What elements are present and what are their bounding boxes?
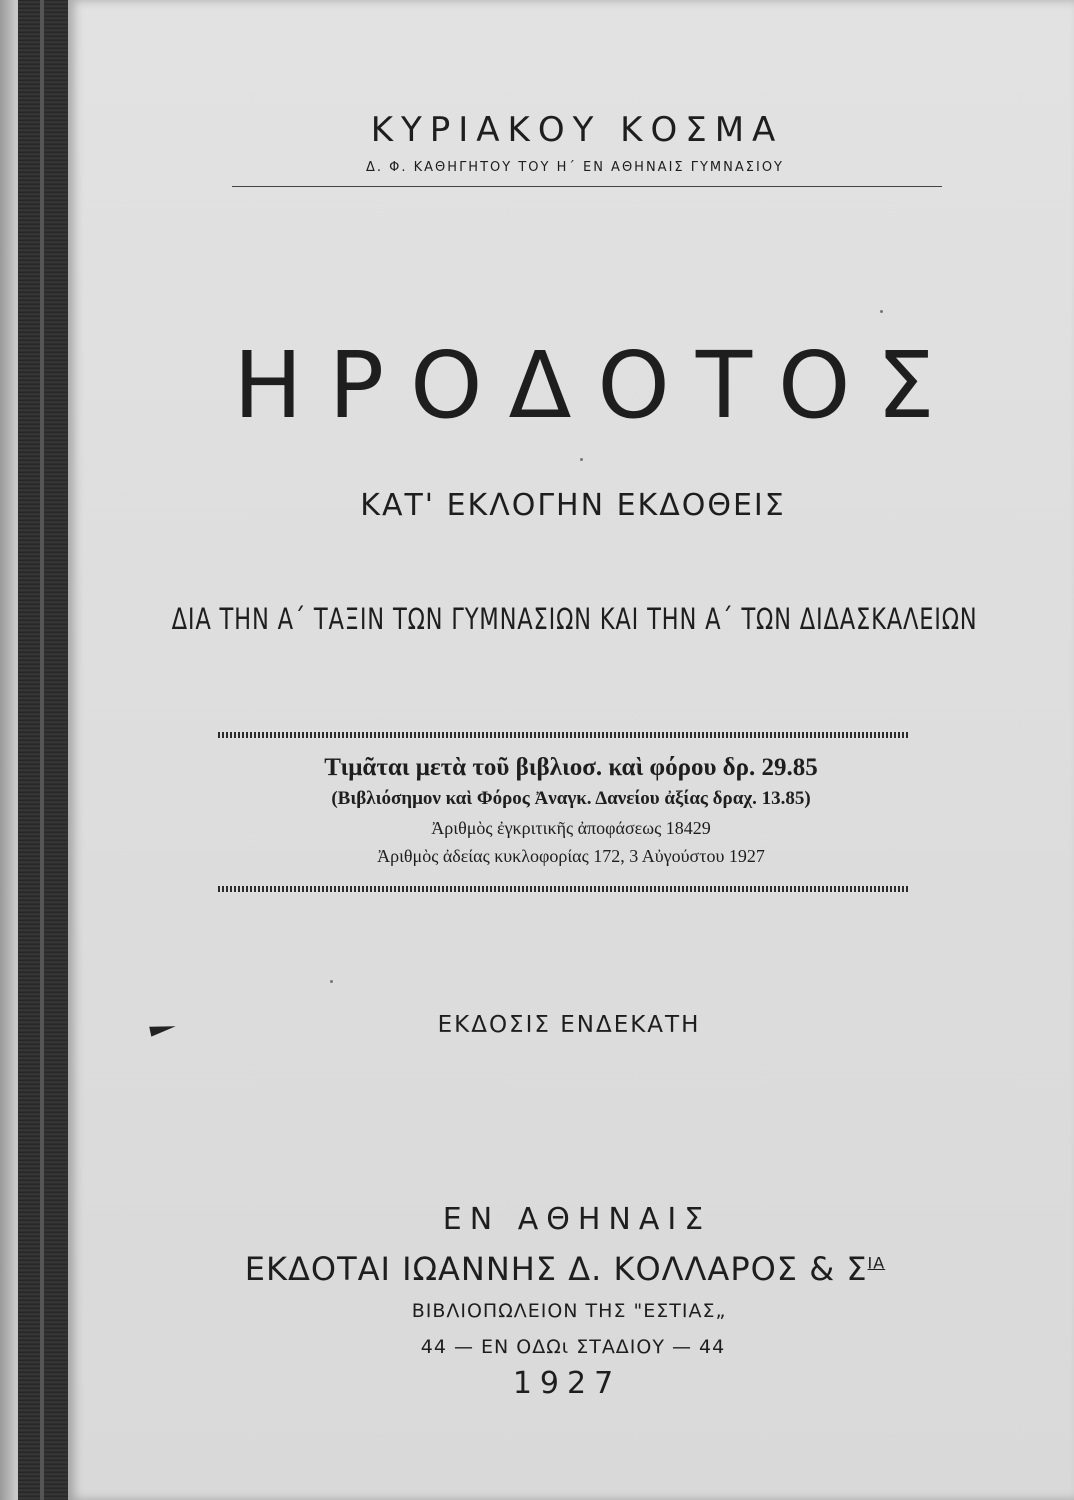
levy-line: (Βιβλιόσημον καὶ Φόρος Ἀναγκ. Δανείου ἀξίας δραχ. 13.85) <box>331 788 811 809</box>
dotted-rule-bottom <box>218 886 908 892</box>
header-rule <box>232 186 942 187</box>
license-number: Ἀριθμὸς ἀδείας κυκλοφορίας 172, 3 Αὐγούστου 1927 <box>377 846 765 866</box>
publisher-address: 44 — ΕΝ ΟΔΩι ΣΤΑΔΙΟΥ — 44 <box>420 1336 726 1358</box>
bookshop-name: ΒΙΒΛΙΟΠΩΛΕΙΟΝ ΤΗΣ "ΕΣΤΙΑΣ„ <box>411 1300 727 1322</box>
book-audience: ΔΙΑ ΤΗΝ Α΄ ΤΑΞΙΝ ΤΩΝ ΓΥΜΝΑΣΙΩΝ ΚΑΙ ΤΗΝ Α΄ ΤΩΝ ΔΙΔΑΣΚΑΛΕΙΩΝ <box>171 602 978 636</box>
publisher-name <box>0 1250 1074 1288</box>
approval-number: Ἀριθμὸς ἐγκριτικῆς ἀποφάσεως 18429 <box>431 818 711 838</box>
publication-city: ΕΝ ΑΘΗΝΑΙΣ <box>442 1202 712 1237</box>
book-title: ΗΡΟΔΟΤΟΣ <box>233 332 961 439</box>
paper-speck <box>880 310 883 313</box>
paper-speck <box>330 980 333 983</box>
price-line: Τιμᾶται μετὰ τοῦ βιβλιοσ. καὶ φόρου δρ. 29.85 <box>324 754 818 781</box>
edition-label: ΕΚΔΟΣΙΣ ΕΝΔΕΚΑΤΗ <box>437 1012 701 1038</box>
dotted-rule-top <box>218 732 908 738</box>
author-name: ΚΥΡΙΑΚΟΥ ΚΟΣΜΑ <box>370 110 784 150</box>
publication-year: 1927 <box>512 1366 622 1401</box>
publisher-suffix: ΙΑ <box>867 1253 886 1273</box>
publisher-name-text: ΕΚΔΟΤΑΙ ΙΩΑΝΝΗΣ Δ. ΚΟΛΛΑΡΟΣ & Σ <box>244 1250 868 1288</box>
book-subtitle: ΚΑΤ' ΕΚΛΟΓΗΝ ΕΚΔΟΘΕΙΣ <box>360 488 786 523</box>
author-credential: Δ. Φ. ΚΑΘΗΓΗΤΟΥ ΤΟΥ Η΄ ΕΝ ΑΘΗΝΑΙΣ ΓΥΜΝΑΣΙΟΥ <box>365 160 784 175</box>
paper-speck <box>580 458 583 461</box>
